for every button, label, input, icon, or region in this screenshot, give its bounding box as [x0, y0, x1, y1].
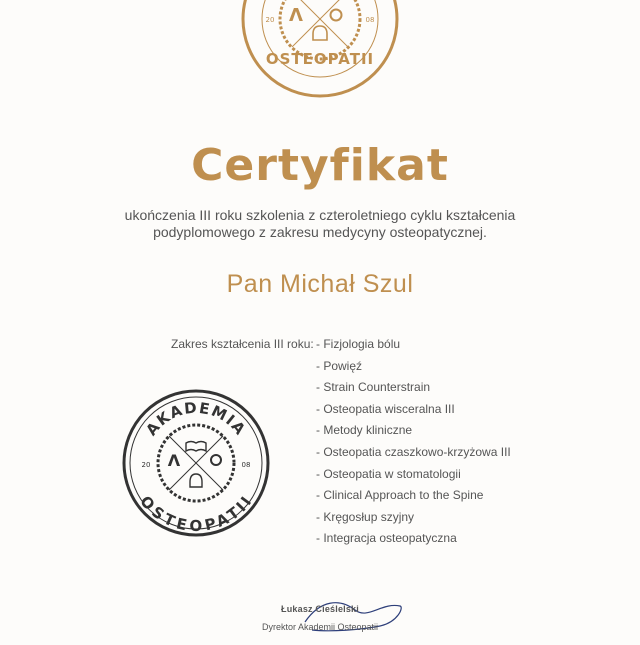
- topic-list: [316, 334, 511, 550]
- topic-item: - Osteopatia w stomatologii: [316, 466, 461, 481]
- svg-text:Λ: Λ: [167, 451, 181, 470]
- scope-label: Zakres kształcenia III roku:: [171, 337, 314, 351]
- academy-seal-year-right: 08: [241, 461, 251, 469]
- signature: [300, 592, 410, 645]
- certificate-statement: [0, 207, 640, 241]
- top-seal-year-right: 08: [365, 16, 375, 24]
- recipient-name: Pan Michał Szul: [226, 270, 414, 298]
- top-seal: [241, 0, 399, 98]
- signer-name: Łukasz Cieślelski: [281, 604, 359, 614]
- topic-item: - Powięź: [316, 358, 363, 373]
- academy-seal-top-text: AKADEMIA: [142, 398, 250, 440]
- statement-line-1: ukończenia III roku szkolenia z czteroletniego cyklu kształcenia: [124, 207, 516, 223]
- signer-role: Dyrektor Akademii Osteopatii: [261, 622, 379, 632]
- topic-item: - Metody kliniczne: [316, 423, 413, 438]
- svg-text:OSTEOPATII: [136, 492, 256, 535]
- academy-seal: [121, 388, 271, 538]
- statement-line-2: podyplomowego z zakresu medycyny osteopatycznej.: [153, 224, 487, 240]
- svg-text:AKADEMIA: [142, 399, 250, 439]
- topic-item: - Clinical Approach to the Spine: [316, 488, 484, 503]
- topic-item: - Integracja osteopatyczna: [316, 531, 457, 546]
- topic-item: - Kręgosłup szyjny: [316, 509, 415, 524]
- topic-item: - Osteopatia czaszkowo-krzyżowa III: [316, 444, 511, 459]
- certificate-title: Certyfikat: [191, 140, 449, 191]
- svg-text:Λ: Λ: [289, 5, 303, 26]
- topic-item: - Strain Counterstrain: [316, 380, 431, 395]
- top-seal-year-left: 20: [265, 16, 275, 24]
- topic-item: - Osteopatia wisceralna III: [316, 401, 455, 416]
- academy-seal-year-left: 20: [141, 461, 151, 469]
- top-seal-text: OSTEOPATII: [265, 50, 375, 68]
- academy-seal-bottom-text: OSTEOPATII: [136, 492, 257, 536]
- topic-item: - Fizjologia bólu: [316, 337, 401, 351]
